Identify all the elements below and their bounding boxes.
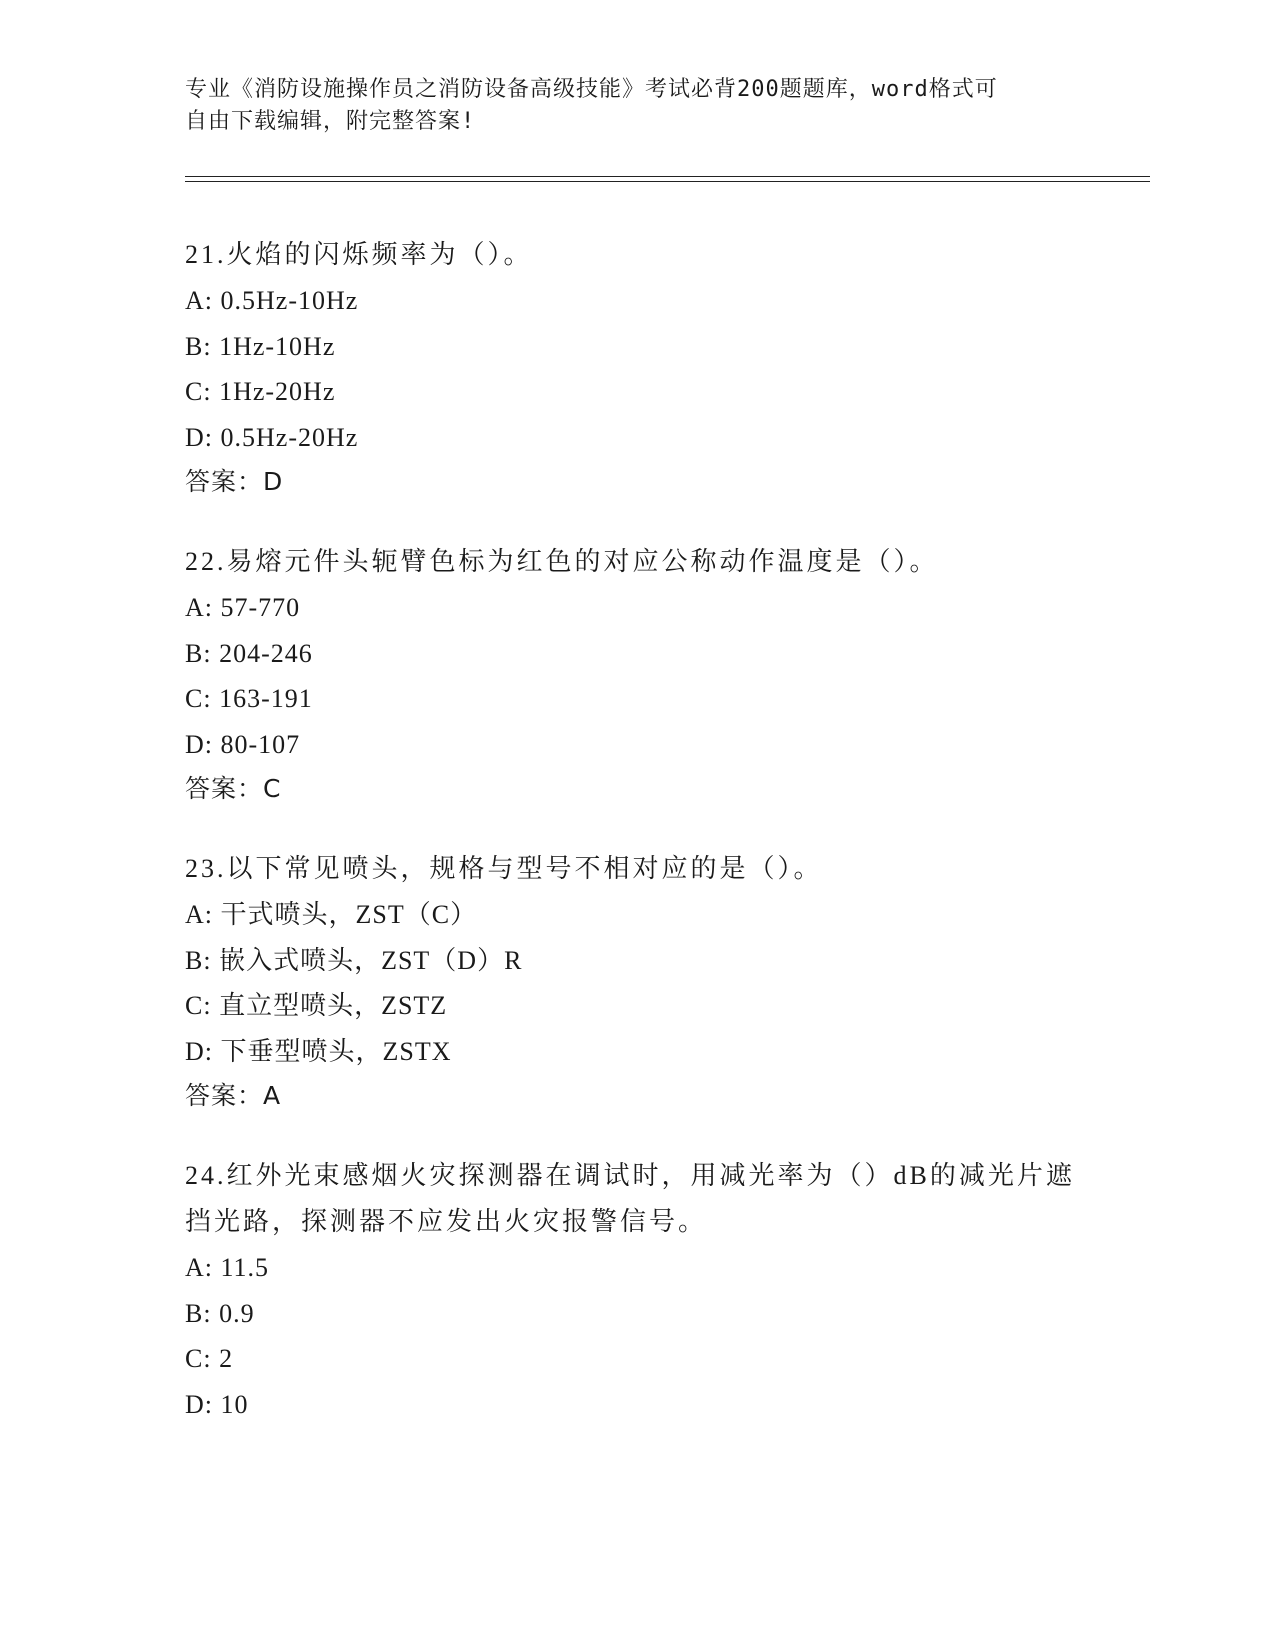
option-b: B: 1Hz-10Hz bbox=[185, 331, 336, 361]
option-b: B: 204-246 bbox=[185, 638, 313, 668]
option-a: A: 57-770 bbox=[185, 593, 301, 622]
header-line-1: 专业《消防设施操作员之消防设备高级技能》考试必背200题题库，word格式可 bbox=[185, 77, 998, 102]
option-b: B: 嵌入式喷头，ZST（D）R bbox=[185, 945, 523, 975]
option-c: C: 直立型喷头，ZSTZ bbox=[185, 991, 448, 1020]
question-24 bbox=[185, 1153, 1085, 1427]
option-c: C: 2 bbox=[185, 1344, 234, 1373]
option-a: A: 干式喷头，ZST（C） bbox=[185, 900, 478, 929]
question-stem: 22.易熔元件头轭臂色标为红色的对应公称动作温度是（）。 bbox=[185, 547, 939, 576]
option-c: C: 1Hz-20Hz bbox=[185, 377, 336, 406]
question-22 bbox=[185, 539, 1085, 811]
question-list bbox=[185, 232, 1085, 1462]
option-b: B: 0.9 bbox=[185, 1298, 255, 1328]
answer-label: 答案：D bbox=[185, 467, 284, 496]
question-stem: 24.红外光束感烟火灾探测器在调试时，用减光率为（）dB的减光片遮挡光路，探测器不应发出火灾报警信号。 bbox=[185, 1161, 1075, 1236]
option-d: D: 80-107 bbox=[185, 729, 301, 759]
answer-label: 答案：C bbox=[185, 774, 282, 803]
option-a: A: 0.5Hz-10Hz bbox=[185, 286, 359, 315]
option-d: D: 下垂型喷头，ZSTX bbox=[185, 1036, 452, 1066]
option-d: D: 0.5Hz-20Hz bbox=[185, 422, 359, 452]
document-header bbox=[185, 74, 1065, 138]
option-d: D: 10 bbox=[185, 1389, 249, 1419]
question-stem: 23.以下常见喷头，规格与型号不相对应的是（）。 bbox=[185, 854, 823, 883]
question-stem: 21.火焰的闪烁频率为（）。 bbox=[185, 240, 533, 269]
answer-label: 答案：A bbox=[185, 1081, 282, 1110]
option-c: C: 163-191 bbox=[185, 684, 313, 713]
question-21 bbox=[185, 232, 1085, 504]
option-a: A: 11.5 bbox=[185, 1253, 270, 1282]
header-divider-top bbox=[185, 176, 1150, 177]
header-divider-bottom bbox=[185, 181, 1150, 182]
question-23 bbox=[185, 846, 1085, 1118]
header-line-2: 自由下载编辑，附完整答案! bbox=[185, 109, 476, 134]
